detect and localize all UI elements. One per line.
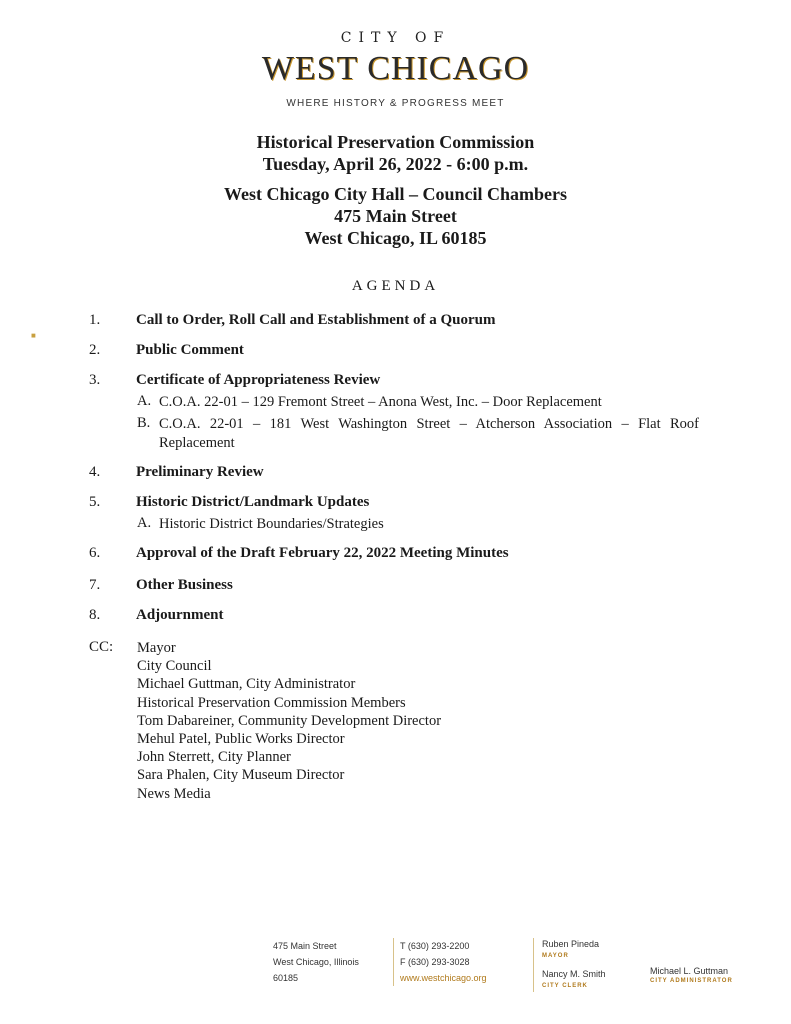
footer-contact	[393, 938, 487, 986]
sub-item-text: C.O.A. 22-01 – 181 West Washington Street – Atcherson Association – Flat Roof Replacement	[159, 416, 699, 451]
item-number: 4.	[89, 464, 101, 480]
cc-recipient: John Sterrett, City Planner	[137, 749, 291, 766]
item-number: 5.	[89, 494, 101, 510]
item-title: Adjournment	[136, 607, 224, 623]
cc-recipient: Michael Guttman, City Administrator	[137, 676, 356, 693]
cc-recipient: Sara Phalen, City Museum Director	[137, 767, 345, 784]
letterhead-tagline: WHERE HISTORY & PROGRESS MEET	[286, 98, 505, 109]
cc-recipient-list	[137, 639, 441, 803]
item-number: 8.	[89, 607, 101, 623]
item-number: 1.	[89, 312, 101, 328]
footer-officials	[533, 938, 606, 992]
admin-title: CITY ADMINISTRATOR	[650, 978, 733, 984]
phone-number: T (630) 293-2200	[400, 941, 470, 951]
mayor-name: Ruben Pineda	[542, 939, 600, 949]
item-title: Certificate of Appropriateness Review	[136, 372, 381, 388]
address-line: 475 Main Street	[273, 941, 337, 951]
item-title: Other Business	[136, 577, 233, 593]
sub-item-text: C.O.A. 22-01 – 129 Fremont Street – Anona West, Inc. – Door Replacement	[159, 394, 602, 410]
margin-mark: ■	[31, 331, 36, 340]
venue-street: 475 Main Street	[334, 206, 457, 226]
item-number: 6.	[89, 545, 101, 561]
commission-title: Historical Preservation Commission	[256, 132, 535, 152]
cc-recipient: Tom Dabareiner, Community Development Director	[137, 712, 442, 729]
website-link[interactable]: www.westchicago.org	[400, 973, 487, 983]
sub-item-letter: A.	[137, 393, 152, 409]
item-title: Preliminary Review	[136, 464, 264, 480]
footer-administrator	[650, 966, 733, 986]
logo-city-of: CITY OF	[340, 30, 451, 46]
address-line: 60185	[273, 973, 299, 983]
venue-city: West Chicago, IL 60185	[304, 228, 487, 248]
sub-item-text: Historic District Boundaries/Strategies	[159, 516, 384, 532]
cc-label: CC:	[89, 639, 114, 655]
cc-recipient: Historical Preservation Commission Members	[137, 694, 406, 711]
footer-address	[273, 938, 359, 986]
item-number: 7.	[89, 577, 101, 593]
mayor-title: MAYOR	[542, 953, 569, 959]
item-number: 3.	[89, 372, 101, 388]
cc-recipient: News Media	[137, 785, 211, 802]
sub-item-letter: A.	[137, 515, 152, 531]
admin-name: Michael L. Guttman	[650, 966, 729, 976]
cc-recipient: City Council	[137, 658, 212, 675]
item-title: Call to Order, Roll Call and Establishment of a Quorum	[136, 312, 496, 328]
item-number: 2.	[89, 342, 101, 358]
item-title: Historic District/Landmark Updates	[136, 494, 370, 510]
cc-recipient: Mayor	[137, 640, 176, 656]
address-line: West Chicago, Illinois	[273, 957, 359, 967]
clerk-name: Nancy M. Smith	[542, 969, 606, 979]
agenda-title: AGENDA	[351, 278, 440, 294]
meeting-venue: West Chicago City Hall – Council Chambers	[223, 184, 567, 204]
meeting-datetime: Tuesday, April 26, 2022 - 6:00 p.m.	[262, 154, 529, 174]
sub-item-letter: B.	[137, 415, 151, 431]
item-title: Public Comment	[136, 342, 244, 358]
logo-city-name: WEST CHICAGO	[261, 50, 530, 87]
cc-recipient: Mehul Patel, Public Works Director	[137, 731, 345, 748]
clerk-title: CITY CLERK	[542, 983, 588, 989]
fax-number: F (630) 293-3028	[400, 957, 470, 967]
item-title: Approval of the Draft February 22, 2022 Meeting Minutes	[136, 545, 509, 561]
